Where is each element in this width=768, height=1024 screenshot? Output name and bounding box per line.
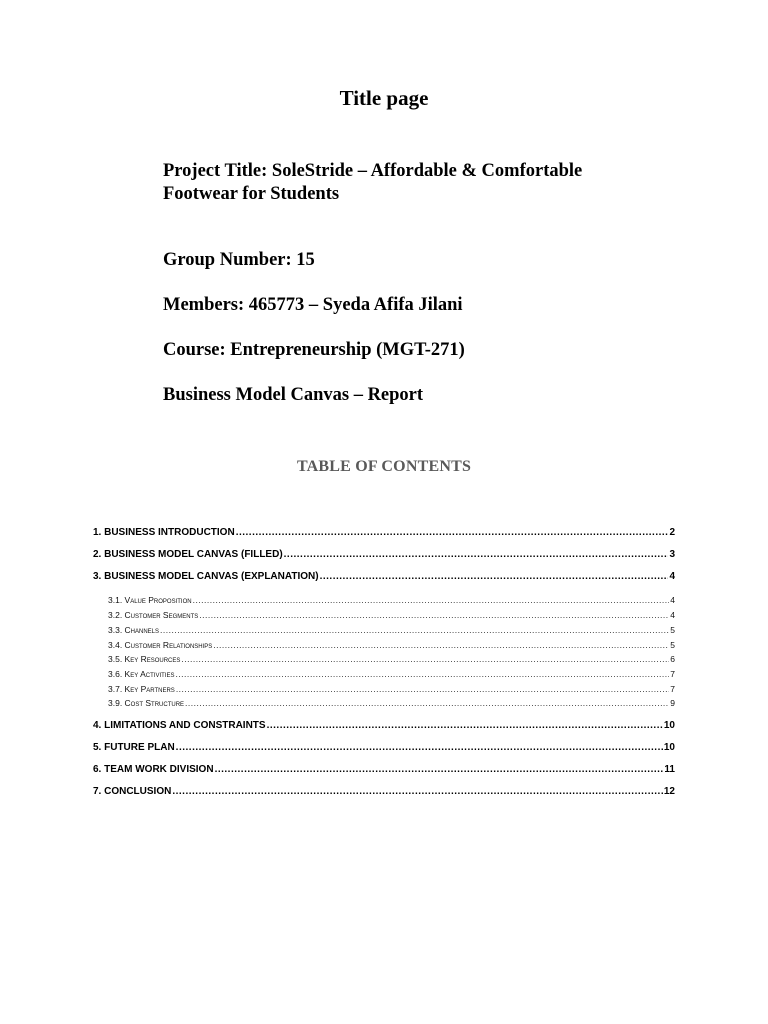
toc-page-number: 2 [669,527,675,538]
toc-page-number: 11 [664,764,675,775]
toc-entry-label: 3.6. Key Activities [108,669,175,679]
toc-leader [185,698,669,708]
toc-entry-conclusion[interactable] [93,786,675,797]
toc-entry-label: 4. LIMITATIONS AND CONSTRAINTS [93,720,266,731]
toc-page-number: 3 [669,549,675,560]
toc-entry-label: 3.5. Key Resources [108,654,181,664]
toc-page-number: 7 [670,684,675,694]
toc-page-number: 10 [663,720,675,731]
toc-leader [267,720,663,731]
toc-page-number: 4 [670,610,675,620]
toc-entry-label: 5. FUTURE PLAN [93,742,175,753]
toc-entry-business-introduction[interactable] [93,527,675,538]
report-type: Business Model Canvas – Report [163,385,424,405]
toc-leader [320,571,669,582]
toc-entry-customer-relationships[interactable] [108,640,675,650]
toc-entry-value-proposition[interactable] [108,595,675,605]
toc-leader [176,684,669,694]
toc-entry-team-work-division[interactable] [93,764,675,775]
toc-entry-label: 3. BUSINESS MODEL CANVAS (EXPLANATION) [93,571,319,582]
toc-entry-bmc-filled[interactable] [93,549,675,560]
toc-leader [284,549,669,560]
toc-leader [199,610,669,620]
toc-leader [175,669,669,679]
toc-page-number: 4 [669,571,675,582]
toc-page-number: 5 [670,640,675,650]
toc-page-number: 9 [670,698,675,708]
toc-entry-label: 3.3. Channels [108,625,160,635]
toc-entry-label: 7. CONCLUSION [93,786,172,797]
toc-page-number: 7 [670,669,675,679]
toc-entry-label: 3.1. Value Proposition [108,595,192,605]
toc-entry-key-resources[interactable] [108,654,675,664]
toc-leader [172,786,663,797]
members: Members: 465773 – Syeda Afifa Jilani [163,295,463,315]
toc-entry-bmc-explanation[interactable] [93,571,675,582]
toc-leader [181,654,669,664]
toc-leader [236,527,669,538]
toc-page-number: 12 [663,786,675,797]
project-title: Project Title: SoleStride – Affordable & Comfortable Footwear for Students [163,161,583,204]
toc-entry-label: 3.7. Key Partners [108,684,175,694]
toc-entry-label: 6. TEAM WORK DIVISION [93,764,214,775]
toc-heading: TABLE OF CONTENTS [296,458,472,475]
course: Course: Entrepreneurship (MGT-271) [163,340,465,360]
toc-leader [176,742,663,753]
page-title: Title page [339,86,429,110]
toc-leader [193,595,670,605]
toc-entry-key-activities[interactable] [108,669,675,679]
toc-entry-future-plan[interactable] [93,742,675,753]
toc-entry-limitations[interactable] [93,720,675,731]
toc-entry-cost-structure[interactable] [108,698,675,708]
toc-page-number: 5 [670,625,675,635]
toc-entry-label: 3.2. Customer Segments [108,610,199,620]
toc-entry-label: 3.4. Customer Relationships [108,640,213,650]
toc-entry-label: 1. BUSINESS INTRODUCTION [93,527,235,538]
toc-entry-label: 3.9. Cost Structure [108,698,185,708]
toc-entry-key-partners[interactable] [108,684,675,694]
toc-page-number: 10 [663,742,675,753]
toc-page-number: 6 [670,654,675,664]
group-number: Group Number: 15 [163,250,315,270]
toc-entry-customer-segments[interactable] [108,610,675,620]
toc-leader [215,764,664,775]
toc-leader [213,640,669,650]
toc-page-number: 4 [670,595,675,605]
toc-leader [160,625,669,635]
toc-entry-channels[interactable] [108,625,675,635]
toc-entry-label: 2. BUSINESS MODEL CANVAS (FILLED) [93,549,283,560]
